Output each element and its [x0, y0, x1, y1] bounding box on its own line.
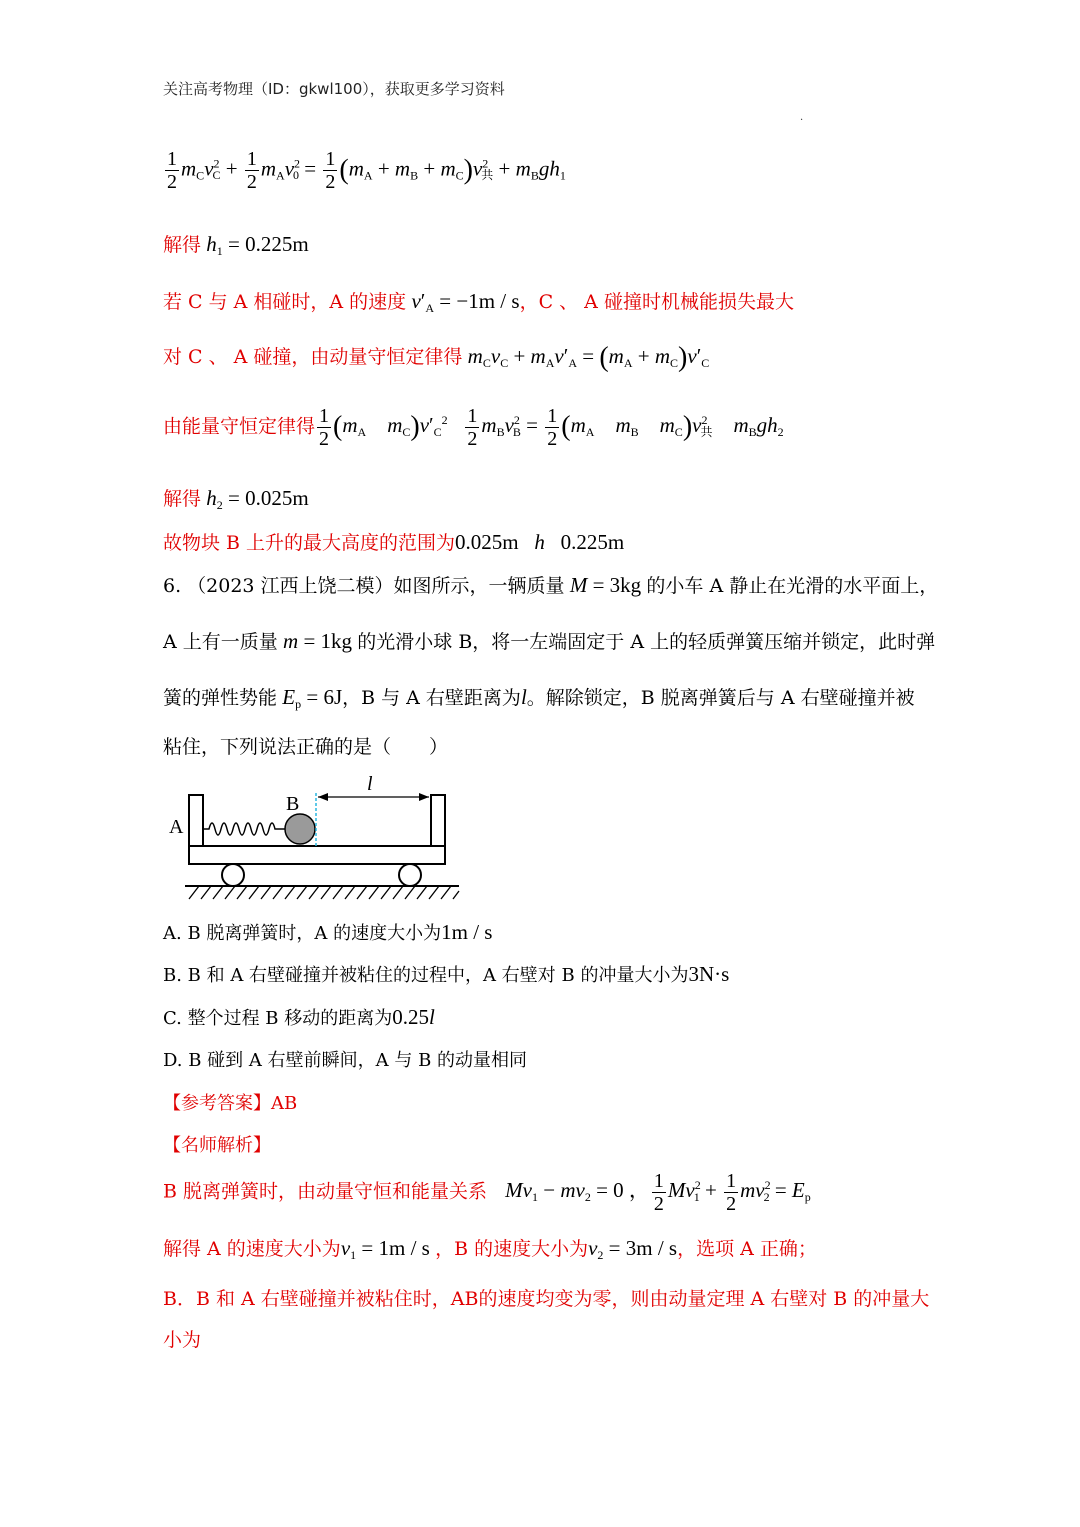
- arrow-head-right: [419, 793, 429, 801]
- analysis-line-4: 小为: [163, 1329, 202, 1351]
- solve-h1: 解得 $h_1 = 0.225m$: [163, 232, 309, 258]
- ball-b: [285, 814, 315, 844]
- option-c: C. 整个过程 B 移动的距离为0.25l: [163, 1005, 435, 1029]
- cart-right-wall: [431, 795, 445, 846]
- label-b: B: [286, 793, 300, 815]
- analysis-line-2: 解得 A 的速度大小为$v_1 = 1m / s$ ，B 的速度大小为$v_2 = 3m / s$，选项 A 正确；: [163, 1236, 817, 1262]
- range-conclusion: 故物块 B 上升的最大高度的范围为0.025m h 0.225m: [163, 530, 625, 554]
- analysis-line-1: B 脱离弹簧时，由动量守恒和能量关系 $Mv_1 - mv_2 = 0$ ， $\frac{1}{2}$ $Mv^2_1$ + $\frac{1}{2}$ $mv^2_2 = E_p$: [163, 1170, 811, 1215]
- energy-conservation-2: 由能量守恒定律得 $\frac{1}{2}$ ($m_A$ $m_C)v'_C^2$ $\frac{1}{2}$ $m_Bv^2_B$ = $\frac{1}{2}$ ($m_A$ $m_B$ $m_C)v^2_共$ $m_Bgh_2$: [163, 405, 784, 450]
- cart-spring-figure: [165, 775, 465, 905]
- answer-line: 【参考答案】AB: [163, 1093, 298, 1114]
- question-line-3: 簧的弹性势能 $E_p = 6J$，B 与 A 右壁距离为l。解除锁定，B 脱离弹簧后与 A 右壁碰撞并被: [163, 685, 915, 711]
- spring: [203, 823, 285, 835]
- solve-h2: 解得 $h_2 = 0.025m$: [163, 486, 309, 512]
- option-b: B. B 和 A 右壁碰撞并被粘住的过程中，A 右壁对 B 的冲量大小为3N·s: [163, 962, 730, 986]
- arrow-head-left: [318, 793, 328, 801]
- cart-left-wall: [189, 795, 203, 846]
- equation-energy-1: $\frac{1}{2}$ $m_Cv^2_C$ + $\frac{1}{2}$ $m_Av^2_0$ = $\frac{1}{2}$ $(m_A + m_B + m_C)v^2_共 + m_Bgh_1$: [167, 148, 566, 193]
- label-a: A: [169, 816, 184, 838]
- option-a: A. B 脱离弹簧时，A 的速度大小为1m / s: [163, 920, 493, 944]
- label-l: l: [367, 775, 373, 795]
- analysis-label: 【名师解析】: [163, 1135, 271, 1156]
- cart-body: [189, 846, 445, 864]
- question-line-4: 粘住，下列说法正确的是（ ）: [163, 736, 449, 758]
- momentum-ca: 对 C 、 A 碰撞，由动量守恒定律得 $m_Cv_C + m_Av'_A = (m_A + m_C)v'_C$: [163, 342, 710, 373]
- header-dot: .: [800, 112, 804, 123]
- wheel-right: [399, 864, 421, 886]
- wheel-left: [222, 864, 244, 886]
- if-c-collides: 若 C 与 A 相碰时，A 的速度 $v'_A = -1m / s$，C 、 A 碰撞时机械能损失最大: [163, 289, 794, 315]
- ground-hatching: [189, 886, 459, 899]
- analysis-line-3: B．B 和 A 右壁碰撞并被粘住时，AB的速度均变为零，则由动量定理 A 右壁对 B 的冲量大: [163, 1288, 930, 1310]
- question-line-1: 6. （2023 江西上饶二模）如图所示，一辆质量 M = 3kg 的小车 A 静止在光滑的水平面上，: [163, 573, 939, 597]
- header-text: 关注高考物理（ID：gkwl100），获取更多学习资料: [163, 80, 505, 98]
- question-line-2: A 上有一质量 m = 1kg 的光滑小球 B，将一左端固定于 A 上的轻质弹簧压缩并锁定，此时弹: [163, 629, 936, 653]
- option-d: D. B 碰到 A 右壁前瞬间，A 与 B 的动量相同: [163, 1050, 528, 1071]
